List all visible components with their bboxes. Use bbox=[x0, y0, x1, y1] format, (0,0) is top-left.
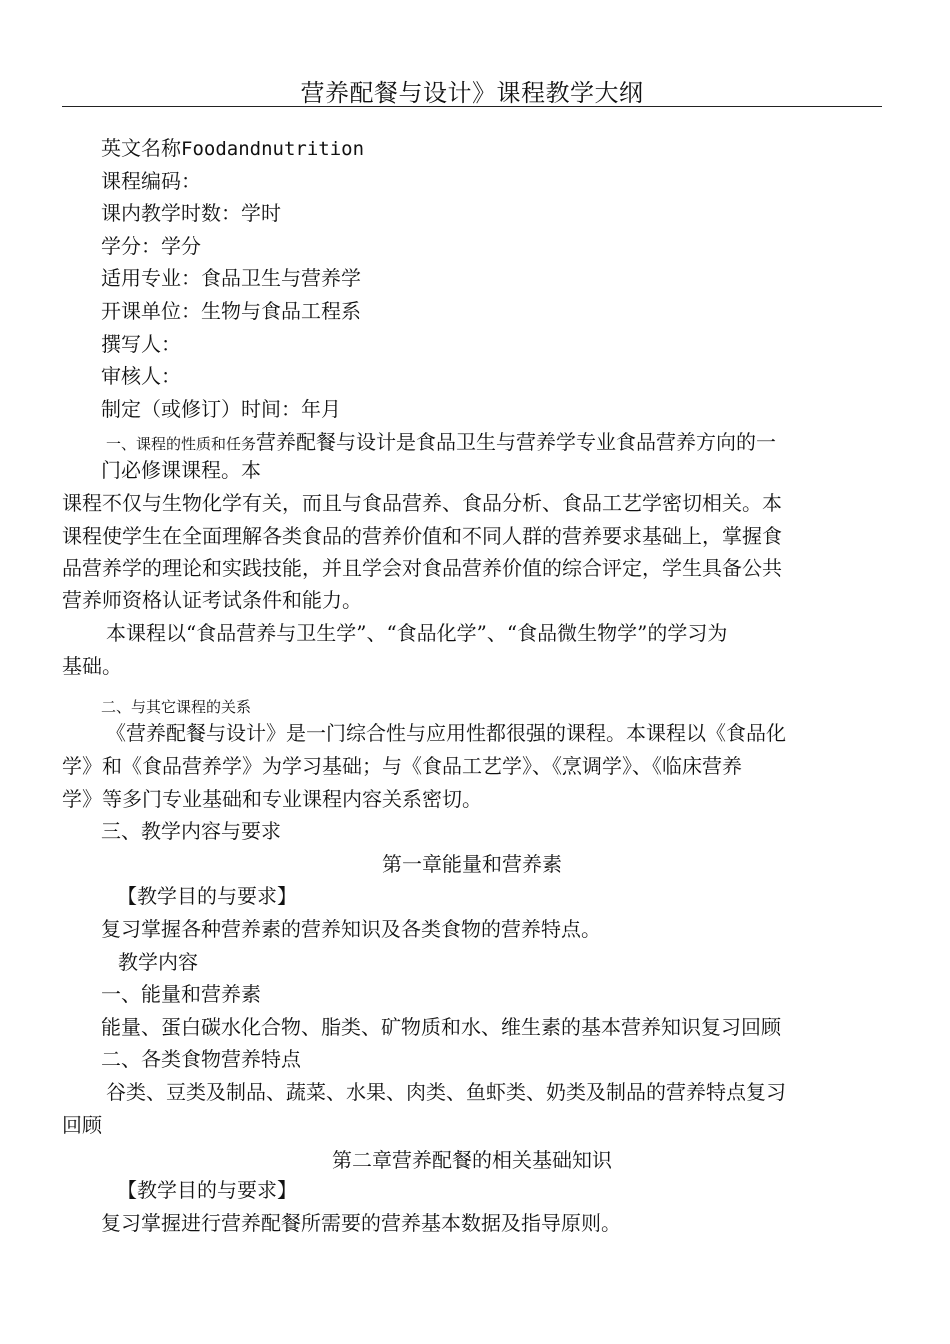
english-name-line bbox=[101, 133, 364, 164]
reviewer-line: 审核人： bbox=[101, 364, 181, 388]
page-title: 营养配餐与设计》课程教学大纲 bbox=[300, 79, 644, 107]
section1-text-6: 营养师资格认证考试条件和能力。 bbox=[62, 588, 362, 612]
dept-line: 开课单位：生物与食品工程系 bbox=[101, 299, 361, 323]
major-line: 适用专业：食品卫生与营养学 bbox=[101, 266, 361, 290]
chapter2-title: 第二章营养配餐的相关基础知识 bbox=[332, 1148, 612, 1172]
chapter1-goal: 复习掌握各种营养素的营养知识及各类食物的营养特点。 bbox=[101, 917, 601, 941]
section2-text-1: 《营养配餐与设计》是一门综合性与应用性都很强的课程。本课程以《食品化 bbox=[106, 721, 786, 745]
section1-text-1: 营养配餐与设计是食品卫生与营养学专业食品营养方向的一 bbox=[256, 430, 777, 454]
chapter1-item2-text-2: 回顾 bbox=[62, 1113, 102, 1137]
english-name-value: Foodandnutrition bbox=[181, 138, 365, 160]
section1-text-5: 品营养学的理论和实践技能，并且学会对食品营养价值的综合评定，学生具备公共 bbox=[62, 556, 782, 580]
hours-line: 课内教学时数：学时 bbox=[101, 201, 281, 225]
chapter1-item2-title: 二、各类食物营养特点 bbox=[101, 1047, 301, 1071]
chapter1-goal-label: 【教学目的与要求】 bbox=[117, 884, 297, 908]
section1-text-2: 门必修课课程。本 bbox=[101, 458, 261, 482]
section1-heading: 一、课程的性质和任务 bbox=[106, 435, 257, 453]
chapter1-title: 第一章能量和营养素 bbox=[382, 852, 562, 876]
chapter2-goal-label: 【教学目的与要求】 bbox=[117, 1178, 297, 1202]
section1-text-8: 基础。 bbox=[62, 654, 122, 678]
section2-heading: 二、与其它课程的关系 bbox=[101, 698, 252, 716]
section1-text-7: 本课程以“食品营养与卫生学”、“食品化学”、“食品微生物学”的学习为 bbox=[106, 621, 728, 645]
date-line: 制定（或修订）时间：年月 bbox=[101, 397, 341, 421]
chapter1-item2-text-1: 谷类、豆类及制品、蔬菜、水果、肉类、鱼虾类、奶类及制品的营养特点复习 bbox=[106, 1080, 786, 1104]
section2-text-2: 学》和《食品营养学》为学习基础；与《食品工艺学》、《烹调学》、《临床营养 bbox=[62, 754, 742, 778]
chapter2-goal: 复习掌握进行营养配餐所需要的营养基本数据及指导原则。 bbox=[101, 1211, 621, 1235]
chapter1-item1-text: 能量、蛋白碳水化合物、脂类、矿物质和水、维生素的基本营养知识复习回顾 bbox=[101, 1015, 781, 1039]
section2-text-3: 学》等多门专业基础和专业课程内容关系密切。 bbox=[62, 787, 482, 811]
section3-heading: 三、教学内容与要求 bbox=[101, 819, 281, 843]
title-underline bbox=[62, 106, 882, 107]
credits-line: 学分：学分 bbox=[101, 234, 201, 258]
chapter1-item1-title: 一、能量和营养素 bbox=[101, 982, 261, 1006]
english-name-label: 英文名称 bbox=[101, 136, 181, 160]
section1-text-4: 课程使学生在全面理解各类食品的营养价值和不同人群的营养要求基础上，掌握食 bbox=[62, 524, 782, 548]
course-code-line: 课程编码： bbox=[101, 169, 201, 193]
author-line: 撰写人： bbox=[101, 332, 181, 356]
section1-text-3: 课程不仅与生物化学有关，而且与食品营养、食品分析、食品工艺学密切相关。本 bbox=[62, 491, 782, 515]
chapter1-content-label: 教学内容 bbox=[118, 950, 198, 974]
